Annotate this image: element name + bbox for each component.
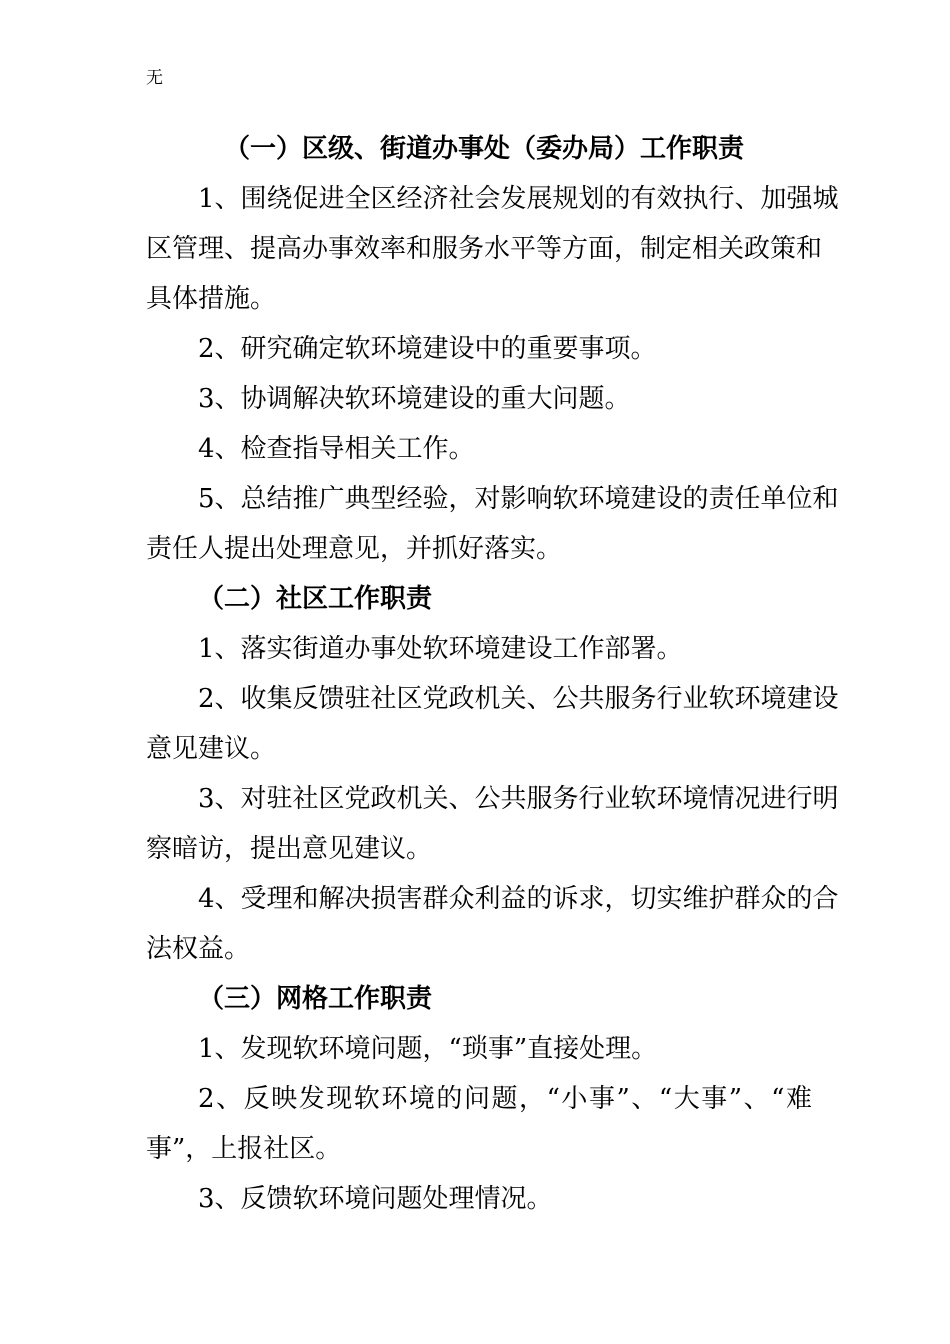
section-1 bbox=[146, 124, 839, 574]
paragraph-line: 2、收集反馈驻社区党政机关、公共服务行业软环境建设 bbox=[198, 684, 839, 714]
paragraph-line: 5、总结推广典型经验，对影响软环境建设的责任单位和 bbox=[198, 484, 839, 514]
list-item bbox=[146, 624, 812, 674]
document-body bbox=[146, 124, 839, 1224]
paragraph-line: 事”，上报社区。 bbox=[146, 1134, 342, 1164]
list-item bbox=[146, 324, 812, 374]
list-item bbox=[146, 374, 812, 424]
list-item bbox=[146, 424, 812, 474]
list-item bbox=[146, 174, 839, 324]
list-item bbox=[146, 1174, 812, 1224]
paragraph-line: 4、检查指导相关工作。 bbox=[198, 434, 475, 464]
section-heading: （一）区级、街道办事处（委办局）工作职责 bbox=[224, 134, 745, 164]
paragraph-line: 1、落实街道办事处软环境建设工作部署。 bbox=[198, 634, 683, 664]
paragraph-line: 1、围绕促进全区经济社会发展规划的有效执行、加强城 bbox=[198, 184, 839, 214]
section-heading: （三）网格工作职责 bbox=[198, 984, 433, 1014]
paragraph-line: 3、协调解决软环境建设的重大问题。 bbox=[198, 384, 631, 414]
list-item bbox=[146, 1074, 812, 1174]
paragraph-line: 法权益。 bbox=[146, 934, 251, 964]
paragraph-line: 察暗访，提出意见建议。 bbox=[146, 834, 433, 864]
paragraph-line: 责任人提出处理意见，并抓好落实。 bbox=[146, 534, 563, 564]
section-heading: （二）社区工作职责 bbox=[198, 584, 433, 614]
paragraph-line: 2、研究确定软环境建设中的重要事项。 bbox=[198, 334, 657, 364]
list-item bbox=[146, 674, 839, 774]
paragraph-line: 4、受理和解决损害群众利益的诉求，切实维护群众的合 bbox=[198, 884, 839, 914]
paragraph-line: 具体措施。 bbox=[146, 284, 277, 314]
paragraph-line: 3、反馈软环境问题处理情况。 bbox=[198, 1184, 553, 1214]
header-mark: 无 bbox=[146, 68, 163, 88]
list-item bbox=[146, 774, 839, 874]
paragraph-line: 区管理、提高办事效率和服务水平等方面，制定相关政策和 bbox=[146, 234, 823, 264]
paragraph-line: 2、反映发现软环境的问题，“小事”、“大事”、“难 bbox=[198, 1084, 812, 1114]
list-item bbox=[146, 474, 839, 574]
list-item bbox=[146, 1024, 812, 1074]
paragraph-line: 意见建议。 bbox=[146, 734, 277, 764]
paragraph-line: 1、发现软环境问题，“琐事”直接处理。 bbox=[198, 1034, 658, 1064]
list-item bbox=[146, 874, 839, 974]
paragraph-line: 3、对驻社区党政机关、公共服务行业软环境情况进行明 bbox=[198, 784, 839, 814]
section-3 bbox=[146, 974, 812, 1224]
section-2 bbox=[146, 574, 839, 974]
